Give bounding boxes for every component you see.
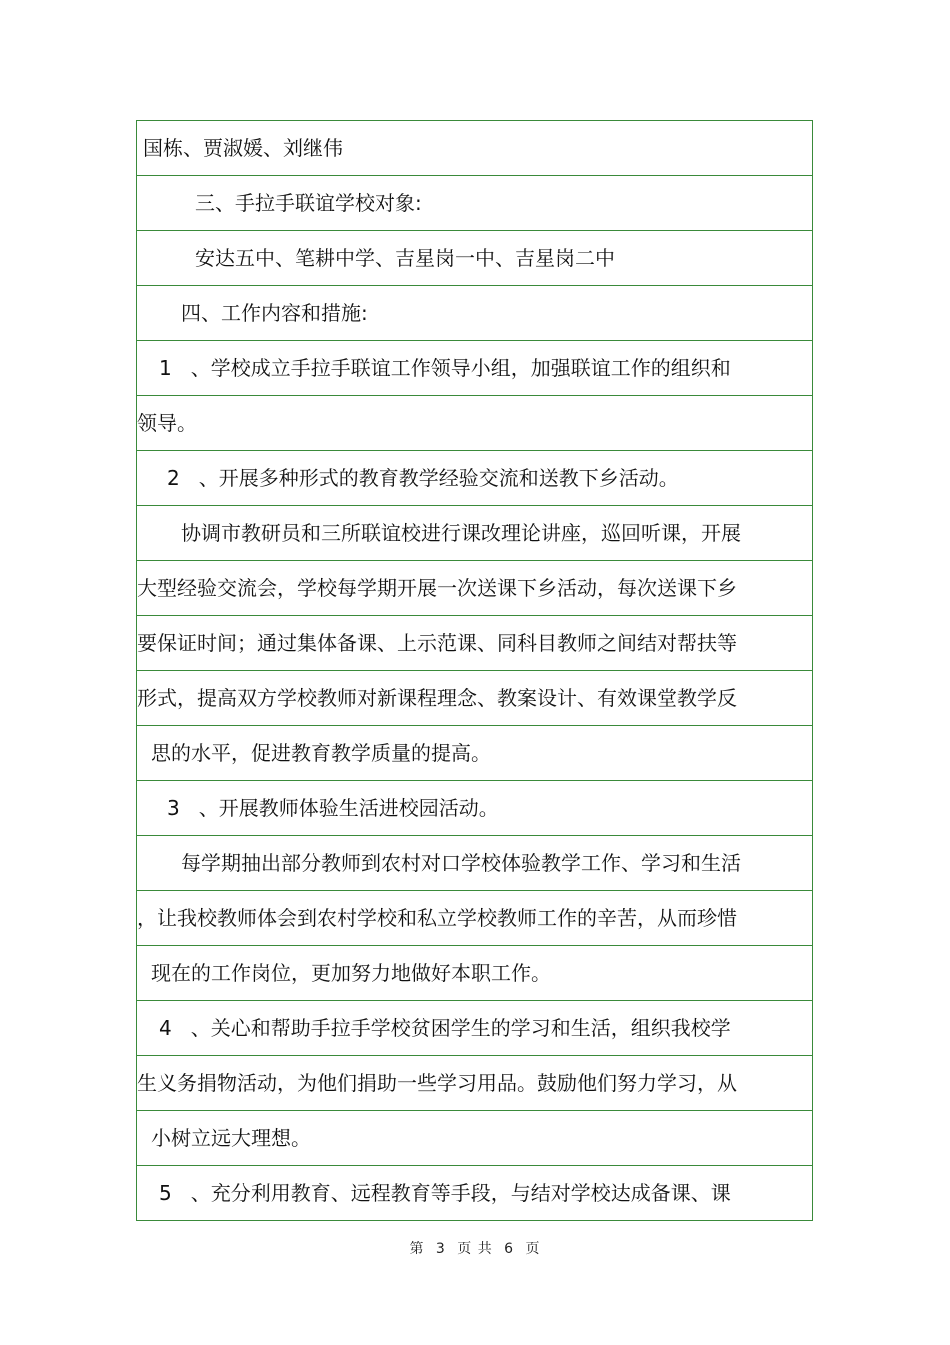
text-row xyxy=(137,1056,812,1111)
text-row xyxy=(137,121,812,176)
text-row xyxy=(137,286,812,341)
row-text: 生义务捐物活动，为他们捐助一些学习用品。鼓励他们努力学习，从 xyxy=(137,1071,737,1095)
text-row xyxy=(137,341,812,396)
row-text: 小树立远大理想。 xyxy=(151,1126,311,1150)
row-text: 国栋、贾淑媛、刘继伟 xyxy=(143,136,343,160)
text-row xyxy=(137,726,812,781)
document-table xyxy=(136,120,813,1221)
row-text: 每学期抽出部分教师到农村对口学校体验教学工作、学习和生活 xyxy=(181,851,741,875)
row-text: 大型经验交流会，学校每学期开展一次送课下乡活动，每次送课下乡 xyxy=(137,576,737,600)
row-text: 现在的工作岗位，更加努力地做好本职工作。 xyxy=(151,961,551,985)
footer-suffix: 页 xyxy=(525,1241,541,1257)
footer-page-number: 3 xyxy=(435,1241,446,1257)
row-text: 四、工作内容和措施: xyxy=(181,301,368,325)
page-footer xyxy=(0,1238,950,1258)
row-text: 协调市教研员和三所联谊校进行课改理论讲座，巡回听课，开展 xyxy=(181,521,741,545)
text-row xyxy=(137,231,812,286)
text-row xyxy=(137,561,812,616)
text-row xyxy=(137,506,812,561)
row-text: 4 、关心和帮助手拉手学校贫困学生的学习和生活，组织我校学 xyxy=(159,1016,731,1040)
footer-prefix: 第 xyxy=(409,1241,425,1257)
row-text: 3 、开展教师体验生活进校园活动。 xyxy=(167,796,499,820)
row-text: 2 、开展多种形式的教育教学经验交流和送教下乡活动。 xyxy=(167,466,679,490)
row-text: 要保证时间；通过集体备课、上示范课、同科目教师之间结对帮扶等 xyxy=(137,631,737,655)
text-row xyxy=(137,176,812,231)
text-row xyxy=(137,1166,812,1220)
footer-total-pages: 6 xyxy=(504,1241,515,1257)
row-text: 5 、充分利用教育、远程教育等手段，与结对学校达成备课、课 xyxy=(159,1181,731,1205)
text-row xyxy=(137,836,812,891)
text-row xyxy=(137,396,812,451)
text-row xyxy=(137,451,812,506)
footer-mid: 页 共 xyxy=(457,1241,493,1257)
text-row xyxy=(137,616,812,671)
row-text: 安达五中、笔耕中学、吉星岗一中、吉星岗二中 xyxy=(195,246,615,270)
text-row xyxy=(137,946,812,1001)
text-row xyxy=(137,1111,812,1166)
row-text: 1 、学校成立手拉手联谊工作领导小组，加强联谊工作的组织和 xyxy=(159,356,731,380)
row-text: 形式，提高双方学校教师对新课程理念、教案设计、有效课堂教学反 xyxy=(137,686,737,710)
row-text: 三、手拉手联谊学校对象: xyxy=(195,191,422,215)
text-row xyxy=(137,781,812,836)
row-text: 思的水平，促进教育教学质量的提高。 xyxy=(151,741,491,765)
row-text: ，让我校教师体会到农村学校和私立学校教师工作的辛苦，从而珍惜 xyxy=(137,906,737,930)
text-row xyxy=(137,1001,812,1056)
text-row xyxy=(137,891,812,946)
text-row xyxy=(137,671,812,726)
row-text: 领导。 xyxy=(137,411,197,435)
